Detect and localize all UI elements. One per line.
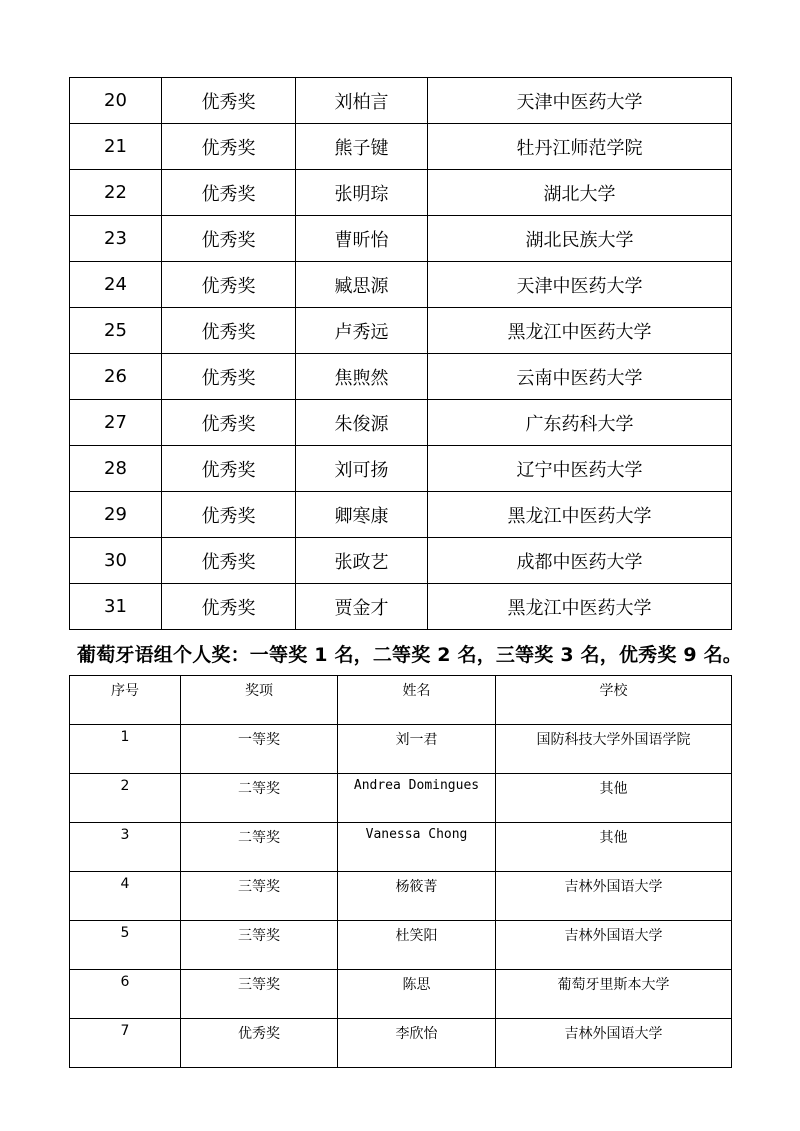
rank-cell: 31 xyxy=(70,584,162,630)
rank-cell: 24 xyxy=(70,262,162,308)
school-cell: 吉林外国语大学 xyxy=(496,872,732,921)
award-cell: 优秀奖 xyxy=(162,538,296,584)
table-row xyxy=(70,354,732,400)
rank-cell: 26 xyxy=(70,354,162,400)
school-cell: 广东药科大学 xyxy=(428,400,732,446)
name-cell: 刘一君 xyxy=(338,725,496,774)
table-header-row xyxy=(70,676,732,725)
award-cell: 优秀奖 xyxy=(181,1019,338,1068)
table-row xyxy=(70,400,732,446)
rank-cell: 1 xyxy=(70,725,181,774)
school-cell: 辽宁中医药大学 xyxy=(428,446,732,492)
rank-cell: 23 xyxy=(70,216,162,262)
award-cell: 三等奖 xyxy=(181,872,338,921)
school-cell: 天津中医药大学 xyxy=(428,78,732,124)
table-row xyxy=(70,538,732,584)
table-row xyxy=(70,78,732,124)
rank-cell: 7 xyxy=(70,1019,181,1068)
name-cell: 陈思 xyxy=(338,970,496,1019)
school-cell: 黑龙江中医药大学 xyxy=(428,584,732,630)
rank-cell: 5 xyxy=(70,921,181,970)
table-row xyxy=(70,1019,732,1068)
name-cell: 臧思源 xyxy=(296,262,428,308)
name-cell: 熊子键 xyxy=(296,124,428,170)
award-cell: 一等奖 xyxy=(181,725,338,774)
award-cell: 三等奖 xyxy=(181,921,338,970)
award-cell: 优秀奖 xyxy=(162,216,296,262)
school-cell: 黑龙江中医药大学 xyxy=(428,492,732,538)
name-cell: Vanessa Chong xyxy=(338,823,496,872)
portuguese-awards-table xyxy=(69,675,732,1068)
table-row xyxy=(70,262,732,308)
rank-cell: 3 xyxy=(70,823,181,872)
header-name: 姓名 xyxy=(338,676,496,725)
award-cell: 优秀奖 xyxy=(162,584,296,630)
rank-cell: 30 xyxy=(70,538,162,584)
school-cell: 湖北民族大学 xyxy=(428,216,732,262)
name-cell: Andrea Domingues xyxy=(338,774,496,823)
table-row xyxy=(70,823,732,872)
name-cell: 曹昕怡 xyxy=(296,216,428,262)
award-cell: 优秀奖 xyxy=(162,124,296,170)
school-cell: 其他 xyxy=(496,774,732,823)
header-rank: 序号 xyxy=(70,676,181,725)
name-cell: 朱俊源 xyxy=(296,400,428,446)
school-cell: 成都中医药大学 xyxy=(428,538,732,584)
table-row xyxy=(70,170,732,216)
name-cell: 卿寒康 xyxy=(296,492,428,538)
table-row xyxy=(70,308,732,354)
table-row xyxy=(70,970,732,1019)
name-cell: 刘可扬 xyxy=(296,446,428,492)
school-cell: 黑龙江中医药大学 xyxy=(428,308,732,354)
table-row xyxy=(70,774,732,823)
table-row xyxy=(70,492,732,538)
rank-cell: 27 xyxy=(70,400,162,446)
table-row xyxy=(70,124,732,170)
table-row xyxy=(70,216,732,262)
school-cell: 天津中医药大学 xyxy=(428,262,732,308)
table-row xyxy=(70,725,732,774)
school-cell: 牡丹江师范学院 xyxy=(428,124,732,170)
rank-cell: 22 xyxy=(70,170,162,216)
header-award: 奖项 xyxy=(181,676,338,725)
name-cell: 杨筱菁 xyxy=(338,872,496,921)
name-cell: 张政艺 xyxy=(296,538,428,584)
rank-cell: 25 xyxy=(70,308,162,354)
header-school: 学校 xyxy=(496,676,732,725)
name-cell: 李欣怡 xyxy=(338,1019,496,1068)
name-cell: 张明琮 xyxy=(296,170,428,216)
table-row xyxy=(70,584,732,630)
table-row xyxy=(70,921,732,970)
name-cell: 刘柏言 xyxy=(296,78,428,124)
award-cell: 二等奖 xyxy=(181,774,338,823)
rank-cell: 6 xyxy=(70,970,181,1019)
table-row xyxy=(70,872,732,921)
rank-cell: 20 xyxy=(70,78,162,124)
school-cell: 云南中医药大学 xyxy=(428,354,732,400)
name-cell: 杜笑阳 xyxy=(338,921,496,970)
school-cell: 吉林外国语大学 xyxy=(496,921,732,970)
award-cell: 优秀奖 xyxy=(162,492,296,538)
rank-cell: 28 xyxy=(70,446,162,492)
award-cell: 优秀奖 xyxy=(162,354,296,400)
award-cell: 二等奖 xyxy=(181,823,338,872)
school-cell: 湖北大学 xyxy=(428,170,732,216)
award-cell: 优秀奖 xyxy=(162,170,296,216)
school-cell: 国防科技大学外国语学院 xyxy=(496,725,732,774)
rank-cell: 4 xyxy=(70,872,181,921)
name-cell: 焦煦然 xyxy=(296,354,428,400)
award-cell: 优秀奖 xyxy=(162,446,296,492)
school-cell: 吉林外国语大学 xyxy=(496,1019,732,1068)
name-cell: 卢秀远 xyxy=(296,308,428,354)
award-cell: 优秀奖 xyxy=(162,400,296,446)
rank-cell: 21 xyxy=(70,124,162,170)
award-cell: 优秀奖 xyxy=(162,78,296,124)
rank-cell: 29 xyxy=(70,492,162,538)
name-cell: 贾金才 xyxy=(296,584,428,630)
rank-cell: 2 xyxy=(70,774,181,823)
school-cell: 其他 xyxy=(496,823,732,872)
school-cell: 葡萄牙里斯本大学 xyxy=(496,970,732,1019)
award-cell: 优秀奖 xyxy=(162,308,296,354)
table-row xyxy=(70,446,732,492)
award-cell: 优秀奖 xyxy=(162,262,296,308)
award-cell: 三等奖 xyxy=(181,970,338,1019)
portuguese-group-heading: 葡萄牙语组个人奖：一等奖 1 名，二等奖 2 名，三等奖 3 名，优秀奖 9 名。 xyxy=(77,644,743,666)
awards-table-continued xyxy=(69,77,732,630)
